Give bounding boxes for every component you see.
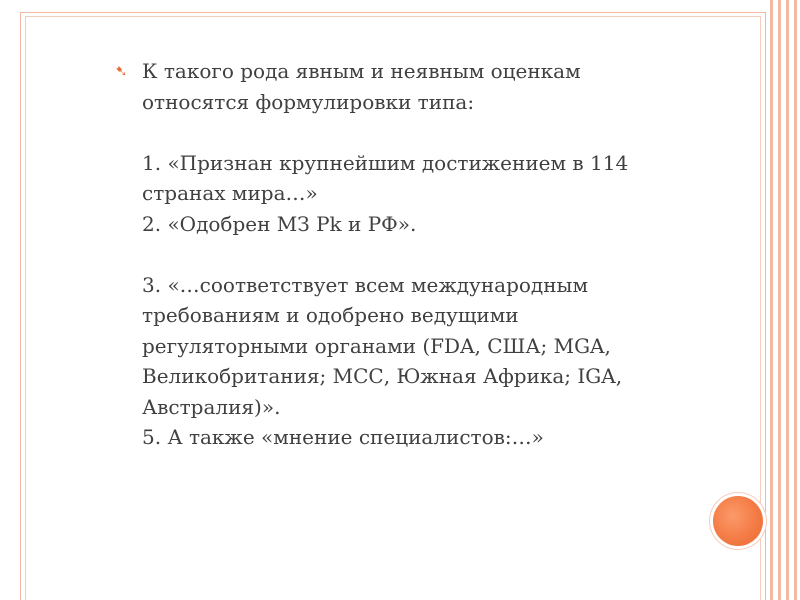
item-3-line: регуляторными органами (FDA, США; MGA, <box>142 333 611 358</box>
slide-content <box>115 56 715 453</box>
paragraph-gap <box>142 239 715 270</box>
item-5-line: 5. А также «мнение специалистов:…» <box>142 425 544 449</box>
intro-line: относятся формулировки типа: <box>142 89 475 114</box>
decorative-rail <box>794 0 797 600</box>
decorative-rail <box>786 0 789 600</box>
item-3-line: Великобритания; МСС, Южная Африка; IGA, <box>142 364 623 388</box>
item-1-line: 1. «Признан крупнейшим достижением в 114 <box>142 150 629 175</box>
paragraph-gap <box>142 117 715 148</box>
item-1-line: странах мира…» <box>142 181 318 205</box>
bullet-item <box>115 56 715 453</box>
bullet-text <box>142 56 715 453</box>
accent-circle <box>713 496 763 546</box>
item-3-line: требованиям и одобрено ведущими <box>142 303 519 327</box>
item-2-line: 2. «Одобрен МЗ Рk и РФ». <box>142 211 417 236</box>
decorative-rail <box>770 0 773 600</box>
item-3-line: Австралия)». <box>142 394 281 419</box>
decorative-rail <box>778 0 781 600</box>
item-3-line: 3. «…соответствует всем международным <box>142 272 589 297</box>
bullet-arrow-icon: ➷ <box>115 62 128 80</box>
intro-line: К такого рода явным и неявным оценкам <box>142 59 581 83</box>
